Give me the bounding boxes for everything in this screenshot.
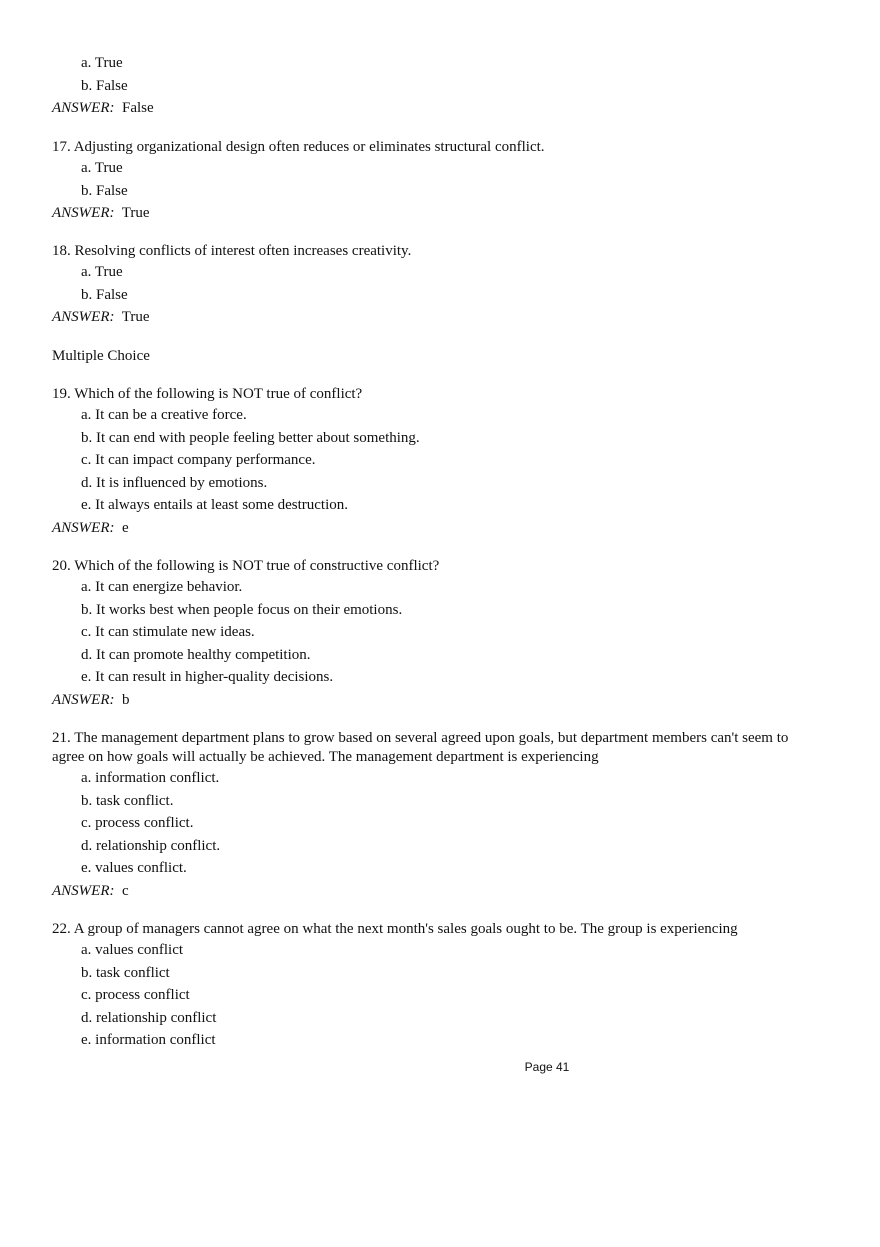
question-20 [52, 557, 822, 711]
option: c. process conflict [81, 987, 190, 1003]
option: c. It can impact company performance. [81, 452, 316, 468]
option: e. values conflict. [81, 860, 187, 876]
option: a. True [81, 160, 123, 176]
option: a. values conflict [81, 942, 184, 958]
answer-value: True [121, 309, 150, 325]
question-16-tail [52, 52, 822, 119]
question-number: 21. [52, 730, 71, 746]
option: a. It can energize behavior. [81, 579, 243, 595]
question-19 [52, 385, 822, 539]
option: b. It works best when people focus on their emotions. [81, 601, 403, 618]
answer-line [52, 306, 822, 328]
question-17 [52, 138, 822, 224]
option: a. information conflict. [81, 770, 220, 786]
answer-value: e [121, 519, 129, 536]
question-number: 18. [52, 243, 71, 259]
question-number: 19. [52, 386, 71, 402]
option: b. False [81, 77, 128, 94]
option: a. True [81, 55, 123, 71]
page-number: Page 41 [524, 1060, 570, 1074]
question-text: 17. Adjusting organizational design often reduces or eliminates structural conflict. [52, 139, 545, 155]
answer-label: ANSWER: [52, 309, 115, 325]
answer-label: ANSWER: [52, 882, 115, 899]
option: c. process conflict. [81, 815, 194, 831]
option: d. relationship conflict. [81, 837, 221, 854]
answer-line [52, 97, 822, 119]
question-text: 21. The management department plans to grow based on several agreed upon goals, but department members can't seem to agree on how goals will actually be achieved. The management department is experiencing [52, 730, 789, 765]
option: b. task conflict. [81, 792, 174, 809]
option: e. information conflict [81, 1032, 216, 1048]
option: b. False [81, 182, 128, 199]
answer-line [52, 689, 822, 711]
option: e. It always entails at least some destruction. [81, 497, 349, 513]
answer-label: ANSWER: [52, 691, 115, 708]
question-22 [52, 920, 822, 1052]
question-number: 22. [52, 921, 71, 937]
answer-line [52, 880, 822, 902]
section-heading: Multiple Choice [52, 348, 150, 364]
answer-line [52, 517, 822, 539]
answer-label: ANSWER: [52, 100, 115, 116]
answer-value: c [121, 882, 129, 899]
answer-label: ANSWER: [52, 519, 115, 536]
answer-line [52, 202, 822, 224]
option: e. It can result in higher-quality decisions. [81, 669, 334, 685]
option: b. task conflict [81, 964, 170, 981]
option: d. It is influenced by emotions. [81, 474, 268, 491]
option: d. It can promote healthy competition. [81, 646, 311, 663]
question-number: 20. [52, 558, 71, 574]
option: c. It can stimulate new ideas. [81, 624, 255, 640]
question-text: 19. Which of the following is NOT true of conflict? [52, 386, 363, 402]
question-text: 22. A group of managers cannot agree on what the next month's sales goals ought to be. The group is experiencing [52, 921, 738, 937]
answer-value: b [121, 691, 130, 708]
question-18 [52, 242, 822, 328]
answer-value: True [121, 205, 150, 221]
question-number: 17. [52, 139, 71, 155]
option: d. relationship conflict [81, 1009, 217, 1026]
question-21 [52, 729, 822, 902]
question-text: 18. Resolving conflicts of interest often increases creativity. [52, 243, 412, 259]
answer-label: ANSWER: [52, 205, 115, 221]
question-text: 20. Which of the following is NOT true of constructive conflict? [52, 558, 440, 574]
option: b. It can end with people feeling better about something. [81, 429, 420, 446]
answer-value: False [121, 100, 154, 116]
option: b. False [81, 286, 128, 303]
option: a. True [81, 264, 123, 280]
option: a. It can be a creative force. [81, 407, 247, 423]
